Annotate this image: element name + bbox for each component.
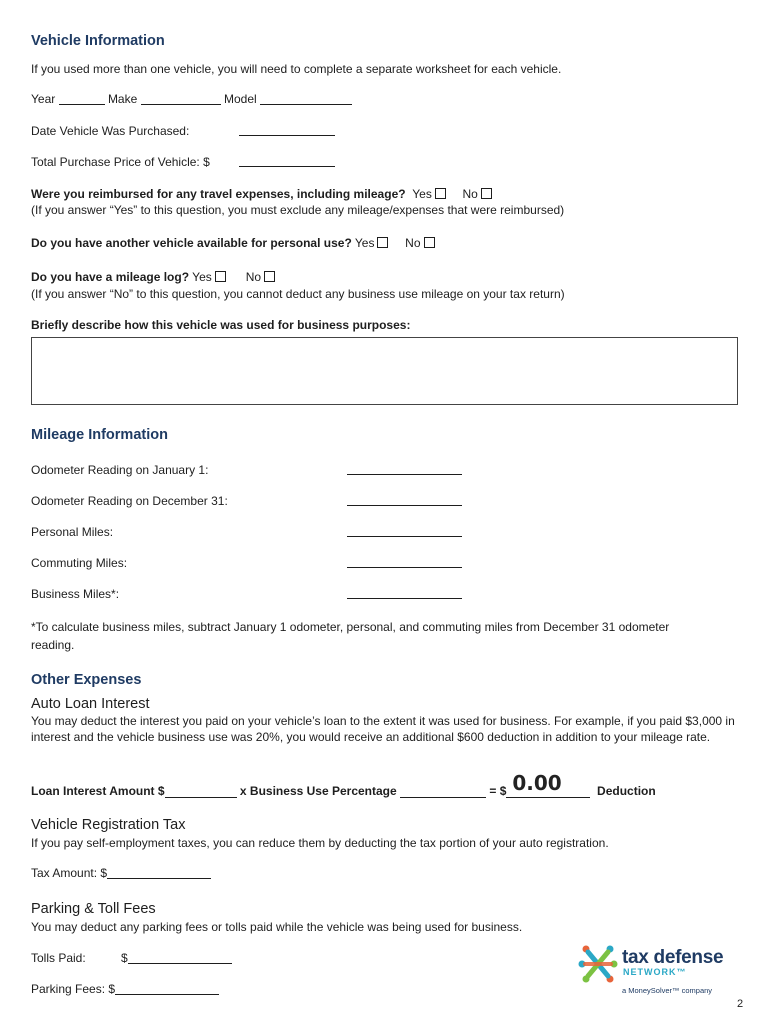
purchase-price-field[interactable] xyxy=(239,155,335,167)
deduction-value: 0.00 xyxy=(512,771,562,795)
odometer-dec-label: Odometer Reading on December 31: xyxy=(31,494,228,508)
mileage-log-question: Do you have a mileage log? xyxy=(31,270,190,284)
loan-interest-label: Loan Interest Amount $ xyxy=(31,784,165,798)
mileage-footnote: *To calculate business miles, subtract January 1 odometer, personal, and commuting miles from December 31 odometer reading. xyxy=(31,620,670,652)
model-label: Model xyxy=(223,92,257,106)
log-no-label: No xyxy=(245,270,262,284)
log-yes-label: Yes xyxy=(192,270,212,284)
year-make-model-row xyxy=(31,92,352,106)
business-pct-label: x Business Use Percentage xyxy=(239,784,397,798)
vehicle-info-heading: Vehicle Information xyxy=(31,33,165,49)
logo-line1: tax defense xyxy=(622,947,724,968)
personal-miles-label: Personal Miles: xyxy=(31,525,114,539)
deduction-label: Deduction xyxy=(597,784,656,798)
another-no-label: No xyxy=(405,236,421,250)
equals-label: = $ xyxy=(489,784,507,798)
deduction-field[interactable] xyxy=(506,771,590,798)
reimbursed-question: Were you reimbursed for any travel expenses, including mileage? xyxy=(31,187,406,201)
another-yes-label: Yes xyxy=(354,236,375,250)
tax-amount-label: Tax Amount: $ xyxy=(31,866,108,880)
commuting-miles-field[interactable] xyxy=(347,556,462,568)
reimbursed-yes-checkbox[interactable] xyxy=(435,188,446,199)
business-miles-field[interactable] xyxy=(347,587,462,599)
make-label: Make xyxy=(107,92,138,106)
reimbursed-no-checkbox[interactable] xyxy=(481,188,492,199)
logo-line3: a MoneySolver™ company xyxy=(622,986,713,995)
mileage-info-heading: Mileage Information xyxy=(31,427,168,443)
logo-mark-icon xyxy=(578,944,618,984)
purchase-price-label: Total Purchase Price of Vehicle: $ xyxy=(31,155,210,169)
log-no-checkbox[interactable] xyxy=(264,271,275,282)
reimbursed-row xyxy=(31,187,492,201)
page-number: 2 xyxy=(737,998,744,1010)
auto-loan-text: You may deduct the interest you paid on your vehicle’s loan to the extent it was used for business. For example, if you paid $3,000 in interest and the vehicle business use was 20%, you would receive an additional $600 deduction in addition to your mileage rate. xyxy=(31,714,735,744)
vehicle-intro: If you used more than one vehicle, you will need to complete a separate worksheet for each vehicle. xyxy=(31,62,562,76)
date-purchased-field[interactable] xyxy=(239,124,335,136)
tolls-field-row xyxy=(121,951,232,965)
parking-fees-row xyxy=(31,982,219,996)
business-purpose-textarea[interactable] xyxy=(31,337,738,405)
tax-amount-field[interactable] xyxy=(107,867,211,879)
reimbursed-no-label: No xyxy=(462,187,478,201)
loan-calc-row xyxy=(31,771,656,798)
tax-defense-logo xyxy=(578,944,748,1000)
commuting-miles-label: Commuting Miles: xyxy=(31,556,128,570)
other-expenses-heading: Other Expenses xyxy=(31,672,142,688)
make-field[interactable] xyxy=(141,93,221,105)
log-yes-checkbox[interactable] xyxy=(215,271,226,282)
tolls-dollar: $ xyxy=(121,951,128,965)
mileage-log-note: (If you answer “No” to this question, you cannot deduct any business use mileage on your tax return) xyxy=(31,287,565,301)
another-yes-checkbox[interactable] xyxy=(377,237,388,248)
logo-line2: NETWORK™ xyxy=(623,967,687,977)
tolls-label: Tolls Paid: xyxy=(31,951,86,965)
odometer-jan-field[interactable] xyxy=(347,463,462,475)
parking-text: You may deduct any parking fees or tolls paid while the vehicle was being used for business. xyxy=(31,920,523,934)
another-vehicle-row xyxy=(31,236,435,250)
mileage-log-row xyxy=(31,270,275,284)
model-field[interactable] xyxy=(260,93,352,105)
reimbursed-yes-label: Yes xyxy=(412,187,432,201)
loan-interest-field[interactable] xyxy=(165,783,237,798)
registration-text: If you pay self-employment taxes, you can reduce them by deducting the tax portion of your auto registration. xyxy=(31,836,609,850)
describe-label: Briefly describe how this vehicle was used for business purposes: xyxy=(31,318,411,332)
reimbursed-note: (If you answer “Yes” to this question, you must exclude any mileage/expenses that were reimbursed) xyxy=(31,203,565,217)
tax-amount-row xyxy=(31,866,211,880)
parking-fees-label: Parking Fees: $ xyxy=(31,982,116,996)
tolls-field[interactable] xyxy=(128,952,232,964)
year-field[interactable] xyxy=(59,93,105,105)
business-miles-label: Business Miles*: xyxy=(31,587,120,601)
auto-loan-title: Auto Loan Interest xyxy=(31,696,150,712)
business-pct-field[interactable] xyxy=(400,783,486,798)
odometer-jan-label: Odometer Reading on January 1: xyxy=(31,463,209,477)
year-label: Year xyxy=(31,92,56,106)
personal-miles-field[interactable] xyxy=(347,525,462,537)
registration-title: Vehicle Registration Tax xyxy=(31,817,186,833)
another-vehicle-question: Do you have another vehicle available for personal use? xyxy=(31,236,352,250)
another-no-checkbox[interactable] xyxy=(424,237,435,248)
parking-title: Parking & Toll Fees xyxy=(31,901,156,917)
date-purchased-label: Date Vehicle Was Purchased: xyxy=(31,124,190,138)
parking-fees-field[interactable] xyxy=(115,983,219,995)
odometer-dec-field[interactable] xyxy=(347,494,462,506)
